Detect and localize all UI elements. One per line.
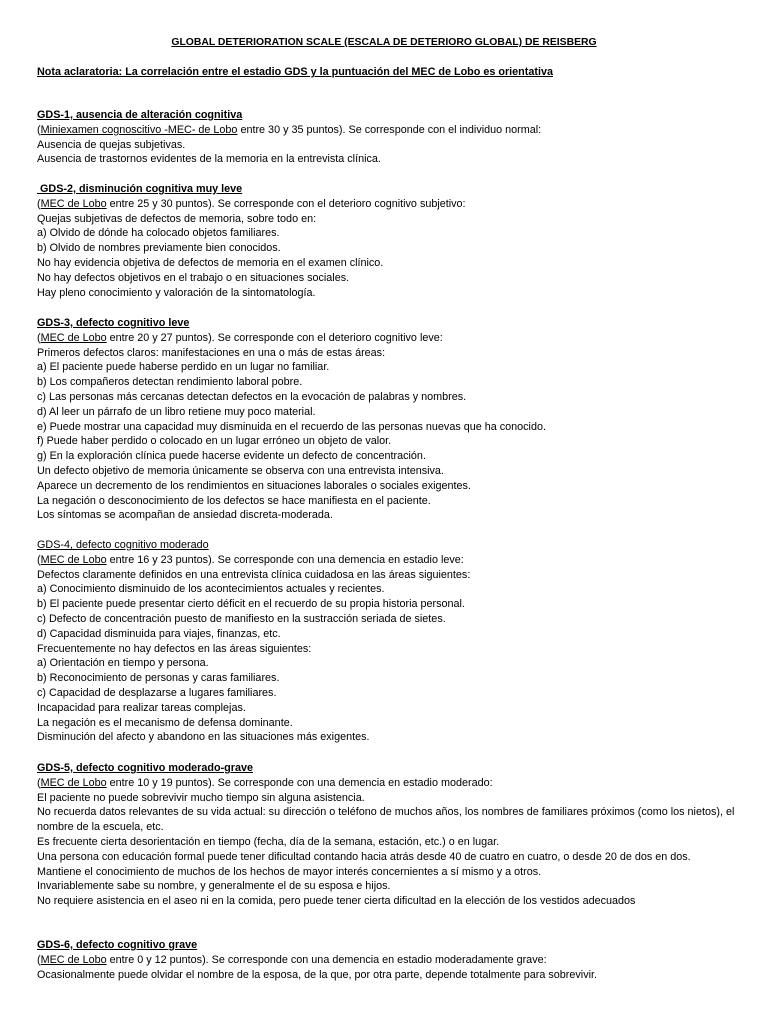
mec-description: entre 0 y 12 puntos). Se corresponde con una demencia en estadio moderadamente grave:	[106, 953, 547, 966]
mec-description: entre 25 y 30 puntos). Se corresponde con el deterioro cognitivo subjetivo:	[106, 197, 466, 210]
mec-score-line	[37, 123, 749, 138]
mec-score-line	[37, 331, 749, 346]
gds-section	[37, 316, 749, 523]
mec-link[interactable]: MEC de Lobo	[40, 553, 107, 566]
section-text-line: Una persona con educación formal puede tener dificultad contando hacia atrás desde 40 de cuatro en cuatro, o desde 20 de dos en dos.	[37, 850, 691, 863]
section-text-line: Defectos claramente definidos en una entrevista clínica cuidadosa en las áreas siguientes:	[37, 568, 471, 581]
section-text-line: Los síntomas se acompañan de ansiedad discreta-moderada.	[37, 509, 333, 522]
gds-section	[37, 938, 749, 982]
section-text-line: a) Olvido de dónde ha colocado objetos familiares.	[37, 227, 280, 240]
document-title: GLOBAL DETERIORATION SCALE (ESCALA DE DETERIORO GLOBAL) DE REISBERG	[171, 37, 597, 48]
gds-section	[37, 108, 749, 167]
section-text-line: b) Reconocimiento de personas y caras familiares.	[37, 672, 280, 685]
mec-link[interactable]: MEC de Lobo	[40, 953, 107, 966]
section-text-line: Primeros defectos claros: manifestaciones en una o más de estas áreas:	[37, 346, 386, 359]
section-text-line: Hay pleno conocimiento y valoración de la sintomatología.	[37, 286, 316, 299]
mec-description: entre 10 y 19 puntos). Se corresponde con una demencia en estadio moderado:	[106, 776, 493, 789]
section-text-line: e) Puede mostrar una capacidad muy disminuida en el recuerdo de las personas nuevas que ha conocido.	[37, 420, 546, 433]
section-heading: GDS-5, defecto cognitivo moderado-grave	[37, 762, 253, 774]
section-heading: GDS-3, defecto cognitivo leve	[37, 317, 190, 329]
mec-link[interactable]: MEC de Lobo	[40, 197, 107, 210]
section-text-line: No hay evidencia objetiva de defectos de memoria en el examen clínico.	[37, 256, 384, 269]
mec-score-line	[37, 553, 749, 568]
mec-score-line	[37, 197, 749, 212]
section-text-line: Disminución del afecto y abandono en las situaciones más exigentes.	[37, 731, 370, 744]
section-text-line: a) El paciente puede haberse perdido en un lugar no familiar.	[37, 361, 330, 374]
mec-link[interactable]: MEC de Lobo	[40, 776, 107, 789]
section-text-line: La negación es el mecanismo de defensa dominante.	[37, 716, 293, 729]
section-text-line: No hay defectos objetivos en el trabajo o en situaciones sociales.	[37, 271, 350, 284]
section-text-line: No recuerda datos relevantes de su vida actual: su dirección o teléfono de muchos años, los nombres de familiares próximos (como los nietos), el nombre de la escuela, etc.	[37, 806, 735, 834]
mec-description: entre 30 y 35 puntos). Se corresponde con el individuo normal:	[237, 123, 542, 136]
section-text-line: Ausencia de trastornos evidentes de la memoria en la entrevista clínica.	[37, 153, 381, 166]
mec-link[interactable]: Miniexamen cognoscitivo -MEC- de Lobo	[40, 123, 238, 136]
section-text-line: g) En la exploración clínica puede hacerse evidente un defecto de concentración.	[37, 450, 426, 463]
gds-section	[37, 761, 749, 909]
section-heading: GDS-1, ausencia de alteración cognitiva	[37, 109, 243, 121]
section-heading: GDS-6, defecto cognitivo grave	[37, 939, 198, 951]
mec-score-line	[37, 953, 749, 968]
mec-prefix: (	[37, 331, 41, 344]
section-text-line: c) Las personas más cercanas detectan defectos en la evocación de palabras y nombres.	[37, 390, 467, 403]
gds-section	[37, 538, 749, 745]
section-text-line: Un defecto objetivo de memoria únicamente se observa con una entrevista intensiva.	[37, 464, 444, 477]
section-text-line: Mantiene el conocimiento de muchos de los hechos de mayor interés concernientes a sí mismo y a otros.	[37, 865, 542, 878]
section-text-line: No requiere asistencia en el aseo ni en la comida, pero puede tener cierta dificultad en la elección de los vestidos adecuados	[37, 895, 636, 908]
section-text-line: c) Capacidad de desplazarse a lugares familiares.	[37, 686, 277, 699]
section-text-line: b) Olvido de nombres previamente bien conocidos.	[37, 242, 281, 255]
mec-prefix: (	[37, 197, 41, 210]
gds-section	[37, 182, 749, 300]
section-text-line: La negación o desconocimiento de los defectos se hace manifiesta en el paciente.	[37, 494, 431, 507]
section-text-line: Frecuentemente no hay defectos en las áreas siguientes:	[37, 642, 312, 655]
mec-prefix: (	[37, 776, 41, 789]
section-text-line: Invariablemente sabe su nombre, y generalmente el de su esposa e hijos.	[37, 880, 391, 893]
section-text-line: El paciente no puede sobrevivir mucho tiempo sin alguna asistencia.	[37, 791, 365, 804]
mec-description: entre 16 y 23 puntos). Se corresponde con una demencia en estadio leve:	[106, 553, 464, 566]
mec-prefix: (	[37, 123, 41, 136]
section-text-line: Incapacidad para realizar tareas complejas.	[37, 701, 246, 714]
section-text-line: d) Al leer un párrafo de un libro retiene muy poco material.	[37, 405, 316, 418]
section-heading: GDS-4, defecto cognitivo moderado	[37, 539, 209, 551]
mec-description: entre 20 y 27 puntos). Se corresponde con el deterioro cognitivo leve:	[106, 331, 443, 344]
mec-link[interactable]: MEC de Lobo	[40, 331, 107, 344]
section-text-line: a) Conocimiento disminuido de los acontecimientos actuales y recientes.	[37, 583, 385, 596]
section-text-line: a) Orientación en tiempo y persona.	[37, 657, 209, 670]
section-text-line: Quejas subjetivas de defectos de memoria, sobre todo en:	[37, 212, 317, 225]
section-text-line: Es frecuente cierta desorientación en tiempo (fecha, día de la semana, estación, etc.) o en lugar.	[37, 835, 500, 848]
section-text-line: Ausencia de quejas subjetivas.	[37, 138, 186, 151]
mec-prefix: (	[37, 553, 41, 566]
explanatory-note: Nota aclaratoria: La correlación entre el estadio GDS y la puntuación del MEC de Lobo es orientativa	[37, 66, 553, 78]
section-text-line: c) Defecto de concentración puesto de manifiesto en la sustracción seriada de sietes.	[37, 612, 446, 625]
mec-score-line	[37, 776, 749, 791]
mec-prefix: (	[37, 953, 41, 966]
section-heading: GDS-2, disminución cognitiva muy leve	[37, 183, 243, 195]
section-text-line: Aparece un decremento de los rendimientos en situaciones laborales o sociales exigentes.	[37, 479, 471, 492]
section-text-line: b) El paciente puede presentar cierto déficit en el recuerdo de su propia historia personal.	[37, 598, 465, 611]
section-text-line: b) Los compañeros detectan rendimiento laboral pobre.	[37, 376, 303, 389]
section-text-line: Ocasionalmente puede olvidar el nombre de la esposa, de la que, por otra parte, depende totalmente para sobrevivir.	[37, 968, 597, 981]
section-text-line: f) Puede haber perdido o colocado en un lugar erróneo un objeto de valor.	[37, 435, 392, 448]
section-text-line: d) Capacidad disminuida para viajes, finanzas, etc.	[37, 627, 281, 640]
